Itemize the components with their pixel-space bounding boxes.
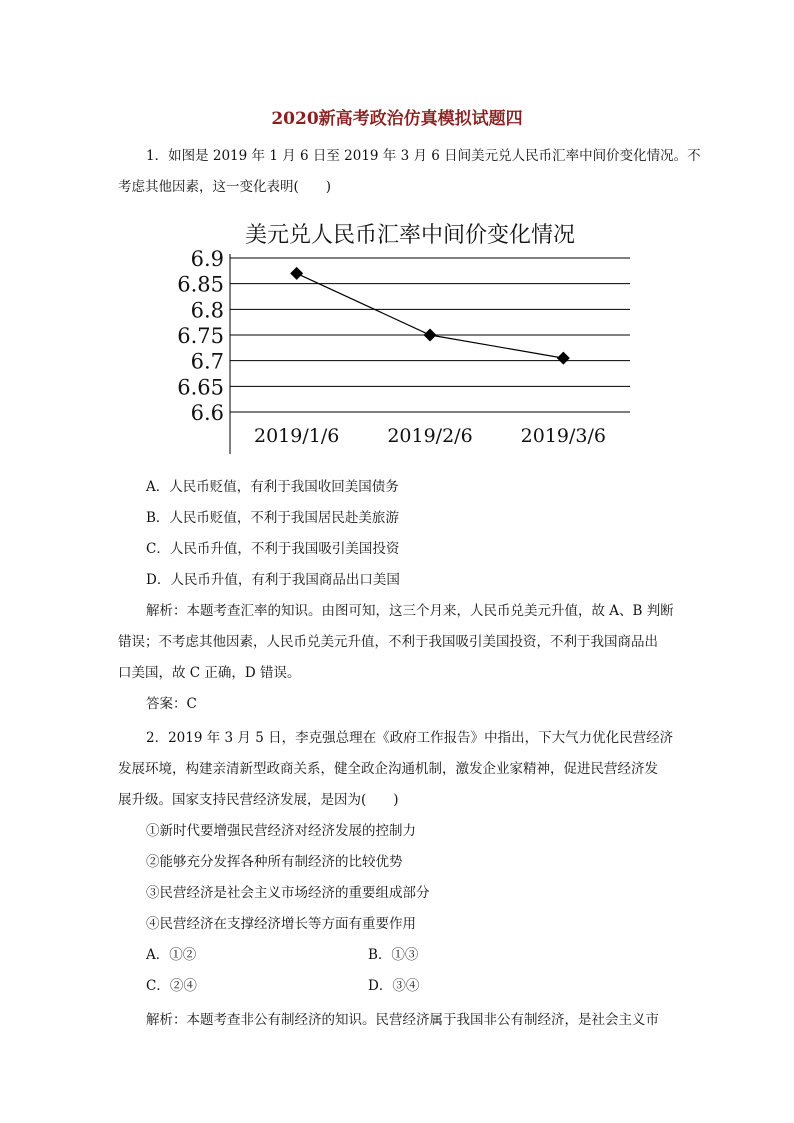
- q2-option-a[interactable]: A．①②: [146, 947, 197, 963]
- y-tick-label: 6.8: [190, 298, 224, 323]
- exchange-rate-chart-svg: [168, 212, 638, 460]
- q1-stem-line-1: 1．如图是 2019 年 1 月 6 日至 2019 年 3 月 6 日间美元兑人民币汇率中间价变化情况。不: [146, 148, 701, 164]
- y-tick-label: 6.65: [177, 375, 224, 400]
- q1-analysis-line-3: 口美国，故 C 正确，D 错误。: [118, 665, 301, 681]
- y-tick-label: 6.85: [177, 272, 224, 297]
- x-tick-label: 2019/1/6: [253, 425, 340, 447]
- y-tick-label: 6.75: [177, 324, 224, 348]
- x-tick-label: 2019/3/6: [520, 425, 607, 447]
- q2-option-c[interactable]: C．②④: [146, 978, 197, 994]
- q2-option-d[interactable]: D．③④: [368, 978, 420, 994]
- q1-option-d[interactable]: D．人民币升值，有利于我国商品出口美国: [146, 572, 400, 588]
- q1-analysis-line-1: 解析：本题考查汇率的知识。由图可知，这三个月来，人民币兑美元升值，故 A、B 判断: [146, 603, 674, 619]
- q1-option-a[interactable]: A．人民币贬值，有利于我国收回美国债务: [146, 479, 399, 495]
- q2-item-3: ③民营经济是社会主义市场经济的重要组成部分: [146, 885, 430, 901]
- q2-stem-line-3: 展升级。国家支持民营经济发展，是因为( ): [118, 792, 399, 808]
- chart-title: 美元兑人民币汇率中间价变化情况: [244, 223, 576, 248]
- q1-answer: 答案：C: [146, 696, 197, 712]
- q2-option-b[interactable]: B．①③: [368, 947, 419, 963]
- data-point-marker: [424, 329, 437, 342]
- q2-stem-line-1: 2．2019 年 3 月 5 日，李克强总理在《政府工作报告》中指出，下大气力优化民营经济: [146, 730, 674, 746]
- y-tick-label: 6.9: [190, 247, 224, 271]
- page-title: 2020新高考政治仿真模拟试题四: [271, 109, 523, 129]
- x-tick-label: 2019/2/6: [387, 425, 473, 447]
- series-line: [297, 273, 564, 358]
- data-point-marker: [557, 352, 570, 365]
- exchange-rate-chart: [168, 212, 638, 460]
- q1-analysis-line-2: 错误；不考虑其他因素，人民币兑美元升值，不利于我国吸引美国投资，不利于我国商品出: [118, 634, 658, 650]
- q1-option-b[interactable]: B．人民币贬值，不利于我国居民赴美旅游: [146, 510, 399, 526]
- y-tick-label: 6.7: [190, 349, 224, 374]
- q2-item-2: ②能够充分发挥各种所有制经济的比较优势: [146, 854, 403, 870]
- q1-stem-line-2: 考虑其他因素，这一变化表明( ): [118, 179, 332, 195]
- data-point-marker: [290, 267, 303, 280]
- q1-option-c[interactable]: C．人民币升值，不利于我国吸引美国投资: [146, 541, 400, 557]
- y-tick-label: 6.6: [190, 401, 224, 425]
- q2-analysis-line-1: 解析：本题考查非公有制经济的知识。民营经济属于我国非公有制经济，是社会主义市: [146, 1012, 659, 1028]
- q2-item-1: ①新时代要增强民营经济对经济发展的控制力: [146, 823, 416, 839]
- q2-stem-line-2: 发展环境，构建亲清新型政商关系，健全政企沟通机制，激发企业家精神，促进民营经济发: [118, 761, 658, 777]
- q2-item-4: ④民营经济在支撑经济增长等方面有重要作用: [146, 916, 416, 932]
